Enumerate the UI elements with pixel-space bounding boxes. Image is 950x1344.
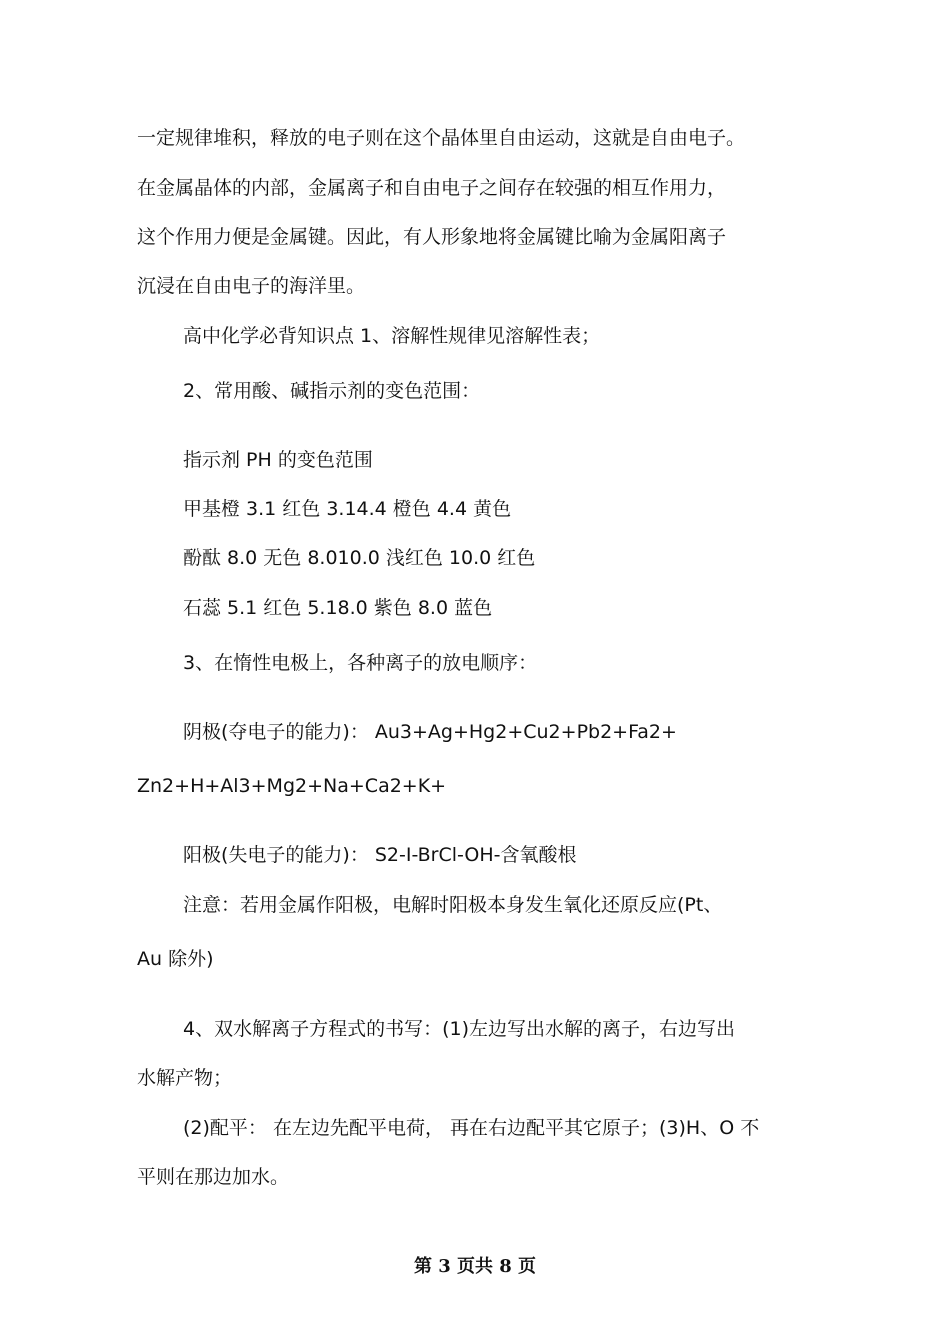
paragraph-line-1: 一定规律堆积，释放的电子则在这个晶体里自由运动，这就是自由电子。 xyxy=(137,127,746,149)
knowledge-point-1: 高中化学必背知识点 1、溶解性规律见溶解性表； xyxy=(183,325,601,347)
knowledge-point-4-line-3: (2)配平： 在左边先配平电荷， 再在右边配平其它原子；(3)H、O 不 xyxy=(183,1117,760,1139)
page-number-footer: 第 3 页共 8 页 xyxy=(413,1256,537,1277)
knowledge-point-4-line-2: 水解产物； xyxy=(137,1067,233,1089)
paragraph-line-4: 沉浸在自由电子的海洋里。 xyxy=(137,275,366,297)
paragraph-line-3: 这个作用力便是金属键。因此，有人形象地将金属键比喻为金属阳离子 xyxy=(137,226,727,248)
indicator-litmus: 石蕊 5.1 红色 5.18.0 紫色 8.0 蓝色 xyxy=(183,597,493,619)
knowledge-point-4-line-4: 平则在那边加水。 xyxy=(137,1166,290,1188)
cathode-order-line-2: Zn2+H+Al3+Mg2+Na+Ca2+K+ xyxy=(137,775,447,797)
indicator-methyl-orange: 甲基橙 3.1 红色 3.14.4 橙色 4.4 黄色 xyxy=(183,498,512,520)
indicator-phenolphthalein: 酚酞 8.0 无色 8.010.0 浅红色 10.0 红色 xyxy=(183,547,536,569)
paragraph-line-2: 在金属晶体的内部，金属离子和自由电子之间存在较强的相互作用力， xyxy=(137,177,727,199)
knowledge-point-2: 2、常用酸、碱指示剂的变色范围： xyxy=(183,380,481,402)
anode-order: 阳极(失电子的能力)： S2-I-BrCl-OH-含氧酸根 xyxy=(183,844,577,866)
indicator-table-header: 指示剂 PH 的变色范围 xyxy=(183,449,373,471)
knowledge-point-3: 3、在惰性电极上，各种离子的放电顺序： xyxy=(183,652,538,674)
knowledge-point-4-line-1: 4、双水解离子方程式的书写：(1)左边写出水解的离子，右边写出 xyxy=(183,1018,736,1040)
cathode-order-line-1: 阴极(夺电子的能力)： Au3+Ag+Hg2+Cu2+Pb2+Fa2+ xyxy=(183,721,677,743)
note-line-1: 注意：若用金属作阳极，电解时阳极本身发生氧化还原反应(Pt、 xyxy=(183,894,723,916)
note-line-2: Au 除外) xyxy=(137,948,214,970)
